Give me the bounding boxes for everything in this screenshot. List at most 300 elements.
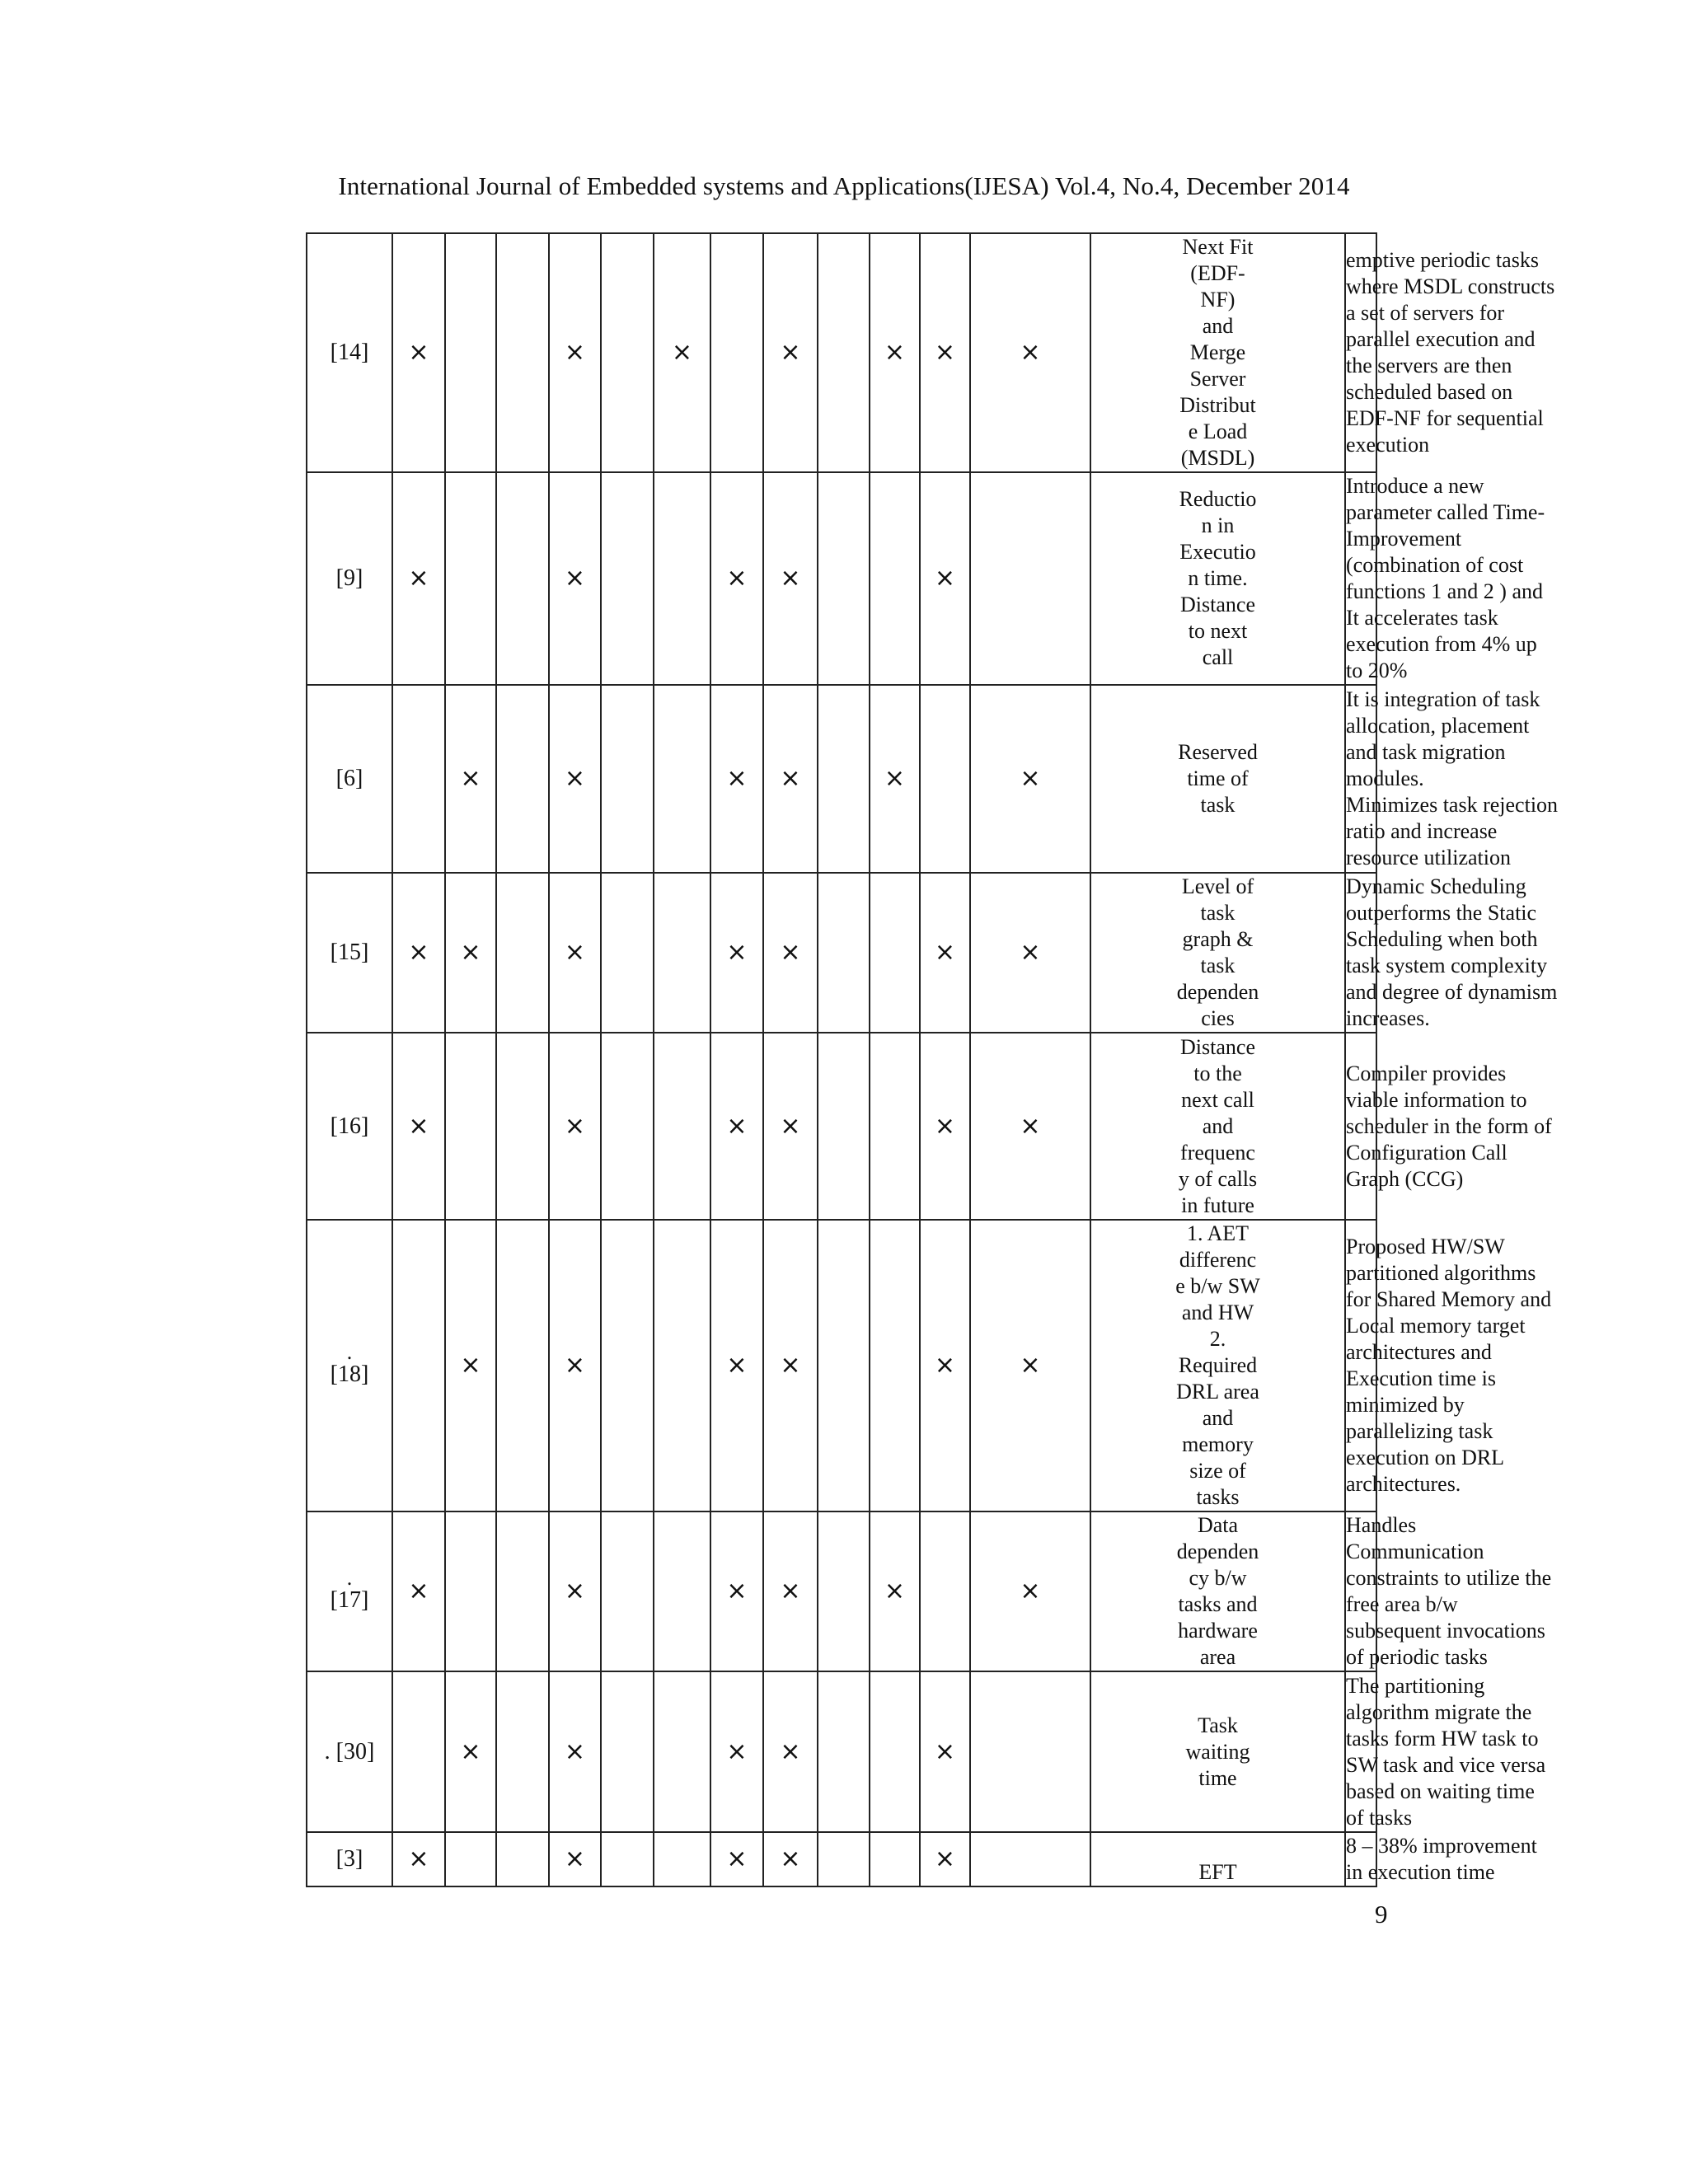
parameter-cell — [1090, 472, 1345, 685]
feature-cell — [549, 1033, 601, 1220]
feature-cell — [392, 1511, 445, 1671]
cross-mark-icon: × — [934, 1736, 956, 1766]
notes-line: based on waiting time — [1346, 1779, 1535, 1803]
feature-cell — [970, 1832, 1090, 1886]
cross-mark-icon: × — [564, 938, 586, 967]
parameter-line: area — [1199, 1645, 1236, 1669]
feature-cell — [710, 233, 763, 472]
parameter-line: NF) — [1200, 288, 1236, 312]
feature-cell — [392, 873, 445, 1033]
cross-mark-icon: × — [780, 764, 801, 793]
feature-cell — [654, 1220, 710, 1511]
parameter-line: to next — [1188, 619, 1248, 643]
parameter-line: and — [1202, 1113, 1234, 1138]
notes-line: emptive periodic tasks — [1346, 248, 1539, 272]
parameter-line: memory — [1182, 1432, 1254, 1456]
parameter-line: (EDF- — [1190, 261, 1245, 285]
parameter-line: Data — [1197, 1513, 1239, 1537]
notes-line: of periodic tasks — [1346, 1645, 1488, 1669]
cross-mark-icon: × — [1020, 1351, 1041, 1380]
notes-line: It is integration of task — [1346, 687, 1540, 711]
parameter-line: time of — [1187, 766, 1249, 790]
notes-line: to 20% — [1346, 658, 1408, 682]
cross-mark-icon: × — [564, 1736, 586, 1766]
cross-mark-icon: × — [460, 1351, 481, 1380]
cross-mark-icon: × — [408, 1111, 429, 1141]
feature-cell — [818, 873, 870, 1033]
parameter-line: size of — [1189, 1459, 1246, 1483]
parameter-line: Reserved — [1178, 740, 1258, 764]
parameter-line: Merge — [1189, 340, 1246, 364]
feature-cell — [710, 1511, 763, 1671]
notes-line: scheduler in the form of — [1346, 1113, 1552, 1138]
feature-cell — [496, 233, 549, 472]
feature-cell — [763, 685, 818, 873]
notes-line: functions 1 and 2 ) and — [1346, 579, 1544, 603]
feature-cell — [920, 1033, 970, 1220]
table-row — [307, 1511, 1376, 1671]
feature-cell — [445, 1671, 496, 1832]
reference-label: [6] — [335, 766, 363, 791]
feature-cell — [601, 1033, 654, 1220]
feature-cell — [549, 1220, 601, 1511]
notes-line: It accelerates task — [1346, 606, 1498, 630]
notes-line: outperforms the Static — [1346, 901, 1537, 925]
feature-cell — [496, 1511, 549, 1671]
parameter-line: y of calls — [1178, 1166, 1258, 1191]
feature-cell — [970, 873, 1090, 1033]
reference-label: [3] — [335, 1846, 363, 1872]
notes-cell — [1345, 1220, 1552, 1511]
parameter-line: Required — [1178, 1353, 1258, 1377]
notes-line: subsequent invocations — [1346, 1619, 1545, 1643]
feature-cell — [445, 1033, 496, 1220]
notes-line: partitioned algorithms — [1346, 1261, 1536, 1285]
notes-cell — [1345, 1033, 1552, 1220]
cross-mark-icon: × — [564, 338, 586, 367]
notes-line: modules. — [1346, 766, 1424, 790]
cross-mark-icon: × — [564, 764, 586, 793]
feature-cell — [445, 685, 496, 873]
reference-label: [9] — [335, 565, 363, 591]
notes-cell — [1345, 472, 1545, 685]
cross-mark-icon: × — [564, 1577, 586, 1605]
page-number: 9 — [1375, 1900, 1388, 1929]
notes-line: SW task and vice versa — [1346, 1752, 1546, 1777]
cross-mark-icon: × — [726, 764, 748, 793]
notes-line: execution — [1346, 433, 1430, 457]
feature-cell — [654, 1033, 710, 1220]
cross-mark-icon: × — [1020, 1577, 1041, 1605]
feature-cell — [601, 472, 654, 685]
notes-line: for Shared Memory and — [1346, 1287, 1552, 1311]
feature-cell — [710, 472, 763, 685]
feature-cell — [970, 472, 1090, 685]
parameter-cell — [1090, 1220, 1345, 1511]
table-row — [307, 1033, 1376, 1220]
feature-cell — [818, 1220, 870, 1511]
feature-cell — [763, 472, 818, 685]
cross-mark-icon: × — [408, 1844, 429, 1873]
feature-cell — [601, 685, 654, 873]
feature-cell — [970, 1511, 1090, 1671]
notes-line: Introduce a new — [1346, 474, 1484, 498]
parameter-line: Distribut — [1179, 393, 1256, 417]
feature-cell — [870, 233, 920, 472]
feature-cell — [601, 1220, 654, 1511]
notes-line: a set of servers for — [1346, 301, 1505, 325]
parameter-line: Next Fit — [1182, 235, 1254, 259]
journal-header: International Journal of Embedded systems and Applications(IJESA) Vol.4, No.4, December 2014 — [338, 171, 1350, 200]
parameter-cell — [1090, 1033, 1345, 1220]
ref-cell — [307, 1033, 392, 1220]
feature-cell — [818, 1832, 870, 1886]
feature-cell — [654, 873, 710, 1033]
feature-cell — [970, 233, 1090, 472]
feature-cell — [920, 1220, 970, 1511]
notes-cell — [1345, 685, 1559, 873]
cross-mark-icon: × — [780, 1577, 801, 1605]
parameter-line: Server — [1189, 367, 1246, 391]
notes-line: constraints to utilize the — [1346, 1566, 1552, 1590]
parameter-line: Distance — [1180, 1034, 1255, 1059]
feature-cell — [870, 873, 920, 1033]
parameter-line: EFT — [1198, 1860, 1237, 1884]
notes-cell — [1345, 873, 1558, 1033]
feature-cell — [818, 685, 870, 873]
notes-line: increases. — [1346, 1006, 1430, 1030]
feature-cell — [549, 1671, 601, 1832]
feature-cell — [445, 1832, 496, 1886]
parameter-cell — [1090, 1671, 1345, 1832]
feature-cell — [710, 1671, 763, 1832]
table-row — [307, 1832, 1376, 1886]
notes-cell — [1345, 1832, 1537, 1886]
parameter-line: n time. — [1188, 566, 1248, 590]
feature-cell — [870, 472, 920, 685]
notes-line: task system complexity — [1346, 954, 1548, 977]
feature-cell — [496, 873, 549, 1033]
reference-label: [18] — [330, 1361, 369, 1387]
cross-mark-icon: × — [726, 1844, 748, 1873]
parameter-line: and — [1202, 1406, 1234, 1430]
cross-mark-icon: × — [726, 564, 748, 593]
feature-cell — [970, 685, 1090, 873]
notes-line: free area b/w — [1346, 1592, 1458, 1616]
reference-label: [16] — [330, 1113, 369, 1139]
reference-label: . [30] — [324, 1738, 375, 1765]
feature-cell — [392, 233, 445, 472]
cross-mark-icon: × — [726, 938, 748, 967]
notes-line: tasks form HW task to — [1346, 1726, 1539, 1750]
feature-cell — [654, 1671, 710, 1832]
parameter-line: and HW — [1181, 1301, 1254, 1324]
table-row — [307, 472, 1376, 685]
cross-mark-icon: × — [408, 564, 429, 593]
reference-label: [14] — [330, 340, 369, 365]
notes-line: Compiler provides — [1346, 1061, 1507, 1085]
cross-mark-icon: × — [934, 1351, 956, 1380]
notes-line: ratio and increase — [1346, 819, 1498, 843]
notes-line: scheduled based on — [1346, 380, 1513, 404]
parameter-line: n in — [1201, 513, 1235, 537]
notes-line: Communication — [1346, 1540, 1484, 1563]
notes-line: Scheduling when both — [1346, 927, 1538, 951]
notes-line: Local memory target — [1346, 1314, 1526, 1338]
feature-cell — [920, 233, 970, 472]
notes-line: The partitioning — [1346, 1673, 1485, 1698]
parameter-line: dependen — [1176, 980, 1259, 1004]
parameter-line: 2. — [1209, 1327, 1226, 1351]
feature-cell — [654, 685, 710, 873]
parameter-cell — [1090, 1832, 1345, 1886]
parameter-line: hardware — [1178, 1619, 1258, 1643]
cross-mark-icon: × — [408, 1577, 429, 1605]
feature-cell — [970, 1220, 1090, 1511]
cross-mark-icon: × — [460, 1736, 481, 1766]
cross-mark-icon: × — [780, 564, 801, 593]
parameter-line: in future — [1181, 1193, 1254, 1217]
parameter-line: Reductio — [1179, 487, 1257, 511]
reference-label: [17] — [330, 1587, 369, 1613]
parameter-line: e b/w SW — [1175, 1274, 1260, 1298]
notes-line: execution from 4% up — [1346, 632, 1537, 656]
table-row — [307, 873, 1376, 1033]
notes-line: minimized by — [1346, 1393, 1465, 1417]
notes-line: Proposed HW/SW — [1346, 1235, 1505, 1258]
cross-mark-icon: × — [1020, 1111, 1041, 1141]
feature-cell — [496, 1220, 549, 1511]
parameter-line: Distance — [1180, 593, 1255, 616]
notes-line: where MSDL constructs — [1346, 274, 1555, 298]
notes-line: execution on DRL — [1346, 1446, 1505, 1469]
ref-cell — [307, 233, 392, 472]
parameter-line: next call — [1181, 1087, 1254, 1112]
notes-cell — [1345, 233, 1555, 472]
feature-cell — [970, 1033, 1090, 1220]
ref-cell — [307, 1832, 392, 1886]
cross-mark-icon: × — [934, 1844, 956, 1873]
parameter-line: task — [1200, 901, 1236, 925]
ref-cell — [307, 1511, 392, 1671]
cross-mark-icon: × — [564, 1844, 586, 1873]
parameter-line: waiting — [1185, 1739, 1250, 1764]
feature-cell — [549, 1832, 601, 1886]
parameter-line: time — [1198, 1765, 1237, 1790]
cross-mark-icon: × — [408, 338, 429, 367]
parameter-line: (MSDL) — [1180, 446, 1255, 470]
feature-cell — [654, 1511, 710, 1671]
parameter-line: Task — [1198, 1713, 1238, 1737]
table-row — [307, 685, 1376, 873]
feature-cell — [818, 1671, 870, 1832]
cross-mark-icon: × — [726, 1111, 748, 1141]
feature-cell — [920, 472, 970, 685]
cross-mark-icon: × — [934, 1111, 956, 1141]
cross-mark-icon: × — [884, 1577, 906, 1605]
cross-mark-icon: × — [780, 1844, 801, 1873]
parameter-line: tasks and — [1178, 1592, 1258, 1616]
cross-mark-icon: × — [726, 1736, 748, 1766]
cross-mark-icon: × — [460, 938, 481, 967]
feature-cell — [763, 1220, 818, 1511]
notes-line: resource utilization — [1346, 846, 1511, 869]
notes-line: (combination of cost — [1346, 553, 1524, 577]
feature-cell — [654, 233, 710, 472]
cross-mark-icon: × — [460, 764, 481, 793]
cross-mark-icon: × — [564, 564, 586, 593]
feature-cell — [920, 873, 970, 1033]
parameter-line: tasks — [1196, 1485, 1240, 1509]
notes-cell — [1345, 1511, 1552, 1671]
cross-mark-icon: × — [671, 338, 693, 367]
parameter-line: 1. AET — [1186, 1221, 1250, 1245]
feature-cell — [496, 1832, 549, 1886]
feature-cell — [763, 233, 818, 472]
feature-cell — [496, 1033, 549, 1220]
feature-cell — [601, 873, 654, 1033]
notes-cell — [1345, 1671, 1546, 1832]
feature-cell — [496, 685, 549, 873]
cross-mark-icon: × — [726, 1351, 748, 1380]
feature-cell — [710, 1033, 763, 1220]
feature-cell — [870, 1511, 920, 1671]
feature-cell — [496, 1671, 549, 1832]
cross-mark-icon: × — [780, 938, 801, 967]
parameter-cell — [1090, 1511, 1345, 1671]
feature-cell — [763, 1671, 818, 1832]
notes-line: Execution time is — [1346, 1366, 1496, 1390]
notes-line: Improvement — [1346, 527, 1462, 551]
feature-cell — [601, 1511, 654, 1671]
feature-cell — [392, 1220, 445, 1511]
notes-line: Configuration Call — [1346, 1140, 1507, 1165]
cross-mark-icon: × — [564, 1351, 586, 1380]
parameter-line: and — [1202, 314, 1234, 338]
feature-cell — [549, 233, 601, 472]
feature-cell — [763, 1832, 818, 1886]
feature-cell — [920, 685, 970, 873]
notes-line: parallel execution and — [1346, 327, 1536, 351]
notes-line: parallelizing task — [1346, 1419, 1493, 1443]
cross-mark-icon: × — [780, 338, 801, 367]
cross-mark-icon: × — [564, 1111, 586, 1141]
parameter-line: e Load — [1188, 419, 1248, 443]
parameter-line: dependen — [1176, 1540, 1259, 1563]
notes-line: architectures and — [1346, 1340, 1492, 1364]
notes-line: viable information to — [1346, 1087, 1527, 1112]
parameter-line: to the — [1193, 1061, 1242, 1085]
feature-cell — [601, 1671, 654, 1832]
feature-cell — [445, 472, 496, 685]
table-row — [307, 1671, 1376, 1832]
ref-cell — [307, 685, 392, 873]
cross-mark-icon: × — [934, 564, 956, 593]
cross-mark-icon: × — [934, 938, 956, 967]
feature-cell — [710, 1832, 763, 1886]
feature-cell — [654, 472, 710, 685]
feature-cell — [763, 1511, 818, 1671]
feature-cell — [870, 1832, 920, 1886]
cross-mark-icon: × — [884, 764, 906, 793]
parameter-line: task — [1200, 793, 1236, 817]
feature-cell — [392, 1033, 445, 1220]
notes-line: EDF-NF for sequential — [1346, 406, 1544, 430]
notes-line: allocation, placement — [1346, 714, 1530, 738]
feature-cell — [920, 1671, 970, 1832]
parameter-line: Level of — [1181, 874, 1254, 898]
notes-line: and degree of dynamism — [1346, 980, 1558, 1004]
comparison-table — [306, 232, 1559, 1887]
notes-line: Minimizes task rejection — [1346, 793, 1559, 817]
notes-line: Graph (CCG) — [1346, 1166, 1464, 1191]
parameter-line: graph & — [1182, 927, 1254, 951]
cross-mark-icon: × — [780, 1111, 801, 1141]
feature-cell — [392, 685, 445, 873]
parameter-line: task — [1200, 954, 1236, 977]
feature-cell — [710, 873, 763, 1033]
ref-cell — [307, 873, 392, 1033]
feature-cell — [818, 472, 870, 685]
cross-mark-icon: × — [1020, 764, 1041, 793]
parameter-line: DRL area — [1176, 1380, 1259, 1404]
feature-cell — [870, 685, 920, 873]
parameter-cell — [1090, 233, 1345, 472]
reference-label: [15] — [330, 940, 369, 965]
feature-cell — [710, 685, 763, 873]
parameter-line: cy b/w — [1189, 1566, 1247, 1590]
cross-mark-icon: × — [884, 338, 906, 367]
notes-line: of tasks — [1346, 1805, 1413, 1830]
cross-mark-icon: × — [780, 1351, 801, 1380]
table-row — [307, 233, 1376, 472]
feature-cell — [601, 1832, 654, 1886]
feature-cell — [392, 1671, 445, 1832]
notes-line: and task migration — [1346, 740, 1506, 764]
notes-line: architectures. — [1346, 1472, 1461, 1496]
cross-mark-icon: × — [408, 938, 429, 967]
parameter-line: cies — [1201, 1006, 1235, 1030]
notes-line: Handles — [1346, 1513, 1417, 1537]
feature-cell — [818, 1511, 870, 1671]
cross-mark-icon: × — [1020, 338, 1041, 367]
feature-cell — [549, 685, 601, 873]
feature-cell — [710, 1220, 763, 1511]
feature-cell — [445, 1511, 496, 1671]
cross-mark-icon: × — [726, 1577, 748, 1605]
parameter-line: Executio — [1179, 540, 1256, 564]
table-row — [307, 1220, 1376, 1511]
parameter-cell — [1090, 685, 1345, 873]
notes-line: algorithm migrate the — [1346, 1699, 1532, 1724]
feature-cell — [870, 1033, 920, 1220]
cross-mark-icon: × — [934, 338, 956, 367]
feature-cell — [920, 1511, 970, 1671]
feature-cell — [870, 1220, 920, 1511]
feature-cell — [445, 1220, 496, 1511]
ref-cell — [307, 472, 392, 685]
feature-cell — [654, 1832, 710, 1886]
ref-dot: . — [346, 1340, 353, 1364]
feature-cell — [392, 1832, 445, 1886]
feature-cell — [549, 1511, 601, 1671]
feature-cell — [496, 472, 549, 685]
feature-cell — [549, 873, 601, 1033]
cross-mark-icon: × — [1020, 938, 1041, 967]
ref-cell — [307, 1220, 392, 1511]
ref-cell — [307, 1671, 392, 1832]
feature-cell — [601, 233, 654, 472]
